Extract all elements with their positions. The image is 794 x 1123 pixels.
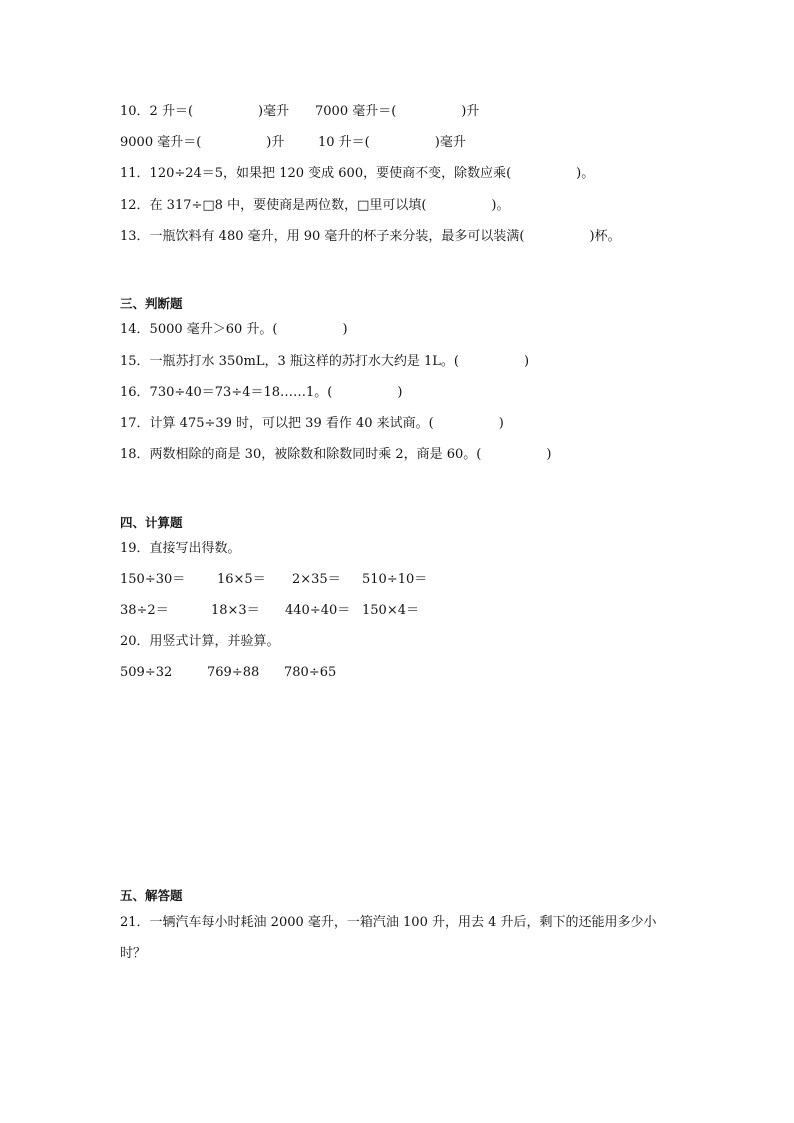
vertical-calc-item: 780÷65 bbox=[284, 665, 337, 680]
question-10-part-b: 7000 毫升＝( )升 bbox=[315, 104, 480, 119]
question-10-part-d: 10 升＝( )毫升 bbox=[318, 135, 466, 150]
mental-math-item: 2×35＝ bbox=[292, 572, 341, 587]
question-14: 14．5000 毫升＞60 升。( ) bbox=[120, 322, 348, 337]
vertical-calc-item: 509÷32 bbox=[120, 665, 173, 680]
question-18: 18．两数相除的商是 30，被除数和除数同时乘 2，商是 60。( ) bbox=[120, 447, 552, 462]
question-11: 11．120÷24＝5，如果把 120 变成 600，要使商不变，除数应乘( )。 bbox=[120, 166, 595, 181]
question-20: 20．用竖式计算，并验算。 bbox=[120, 634, 280, 649]
question-10-part-a: 10．2 升＝( )毫升 bbox=[120, 104, 290, 119]
question-15: 15．一瓶苏打水 350mL，3 瓶这样的苏打水大约是 1L。( ) bbox=[120, 354, 530, 369]
mental-math-item: 510÷10＝ bbox=[362, 572, 428, 587]
vertical-calc-item: 769÷88 bbox=[207, 665, 260, 680]
question-12: 12．在 317÷□8 中，要使商是两位数，□里可以填( )。 bbox=[120, 198, 510, 213]
mental-math-item: 150÷30＝ bbox=[120, 572, 186, 587]
question-16: 16．730÷40＝73÷4＝18……1。( ) bbox=[120, 385, 403, 400]
question-19: 19．直接写出得数。 bbox=[120, 541, 241, 556]
section-heading-answer: 五、解答题 bbox=[120, 888, 183, 903]
mental-math-item: 440÷40＝ bbox=[285, 603, 351, 618]
section-heading-judgment: 三、判断题 bbox=[120, 296, 183, 311]
question-21-line-1: 21．一辆汽车每小时耗油 2000 毫升，一箱汽油 100 升，用去 4 升后，剩下的还能用多少小 bbox=[120, 915, 657, 930]
mental-math-item: 16×5＝ bbox=[217, 572, 266, 587]
question-10-part-c: 9000 毫升＝( )升 bbox=[120, 135, 285, 150]
mental-math-item: 150×4＝ bbox=[362, 603, 419, 618]
question-17: 17．计算 475÷39 时，可以把 39 看作 40 来试商。( ) bbox=[120, 416, 504, 431]
mental-math-item: 18×3＝ bbox=[211, 603, 260, 618]
section-heading-calculation: 四、计算题 bbox=[120, 515, 183, 530]
mental-math-item: 38÷2＝ bbox=[120, 603, 169, 618]
question-21-line-2: 时？ bbox=[120, 946, 147, 961]
question-13: 13．一瓶饮料有 480 毫升，用 90 毫升的杯子来分装，最多可以装满( )杯。 bbox=[120, 229, 621, 244]
